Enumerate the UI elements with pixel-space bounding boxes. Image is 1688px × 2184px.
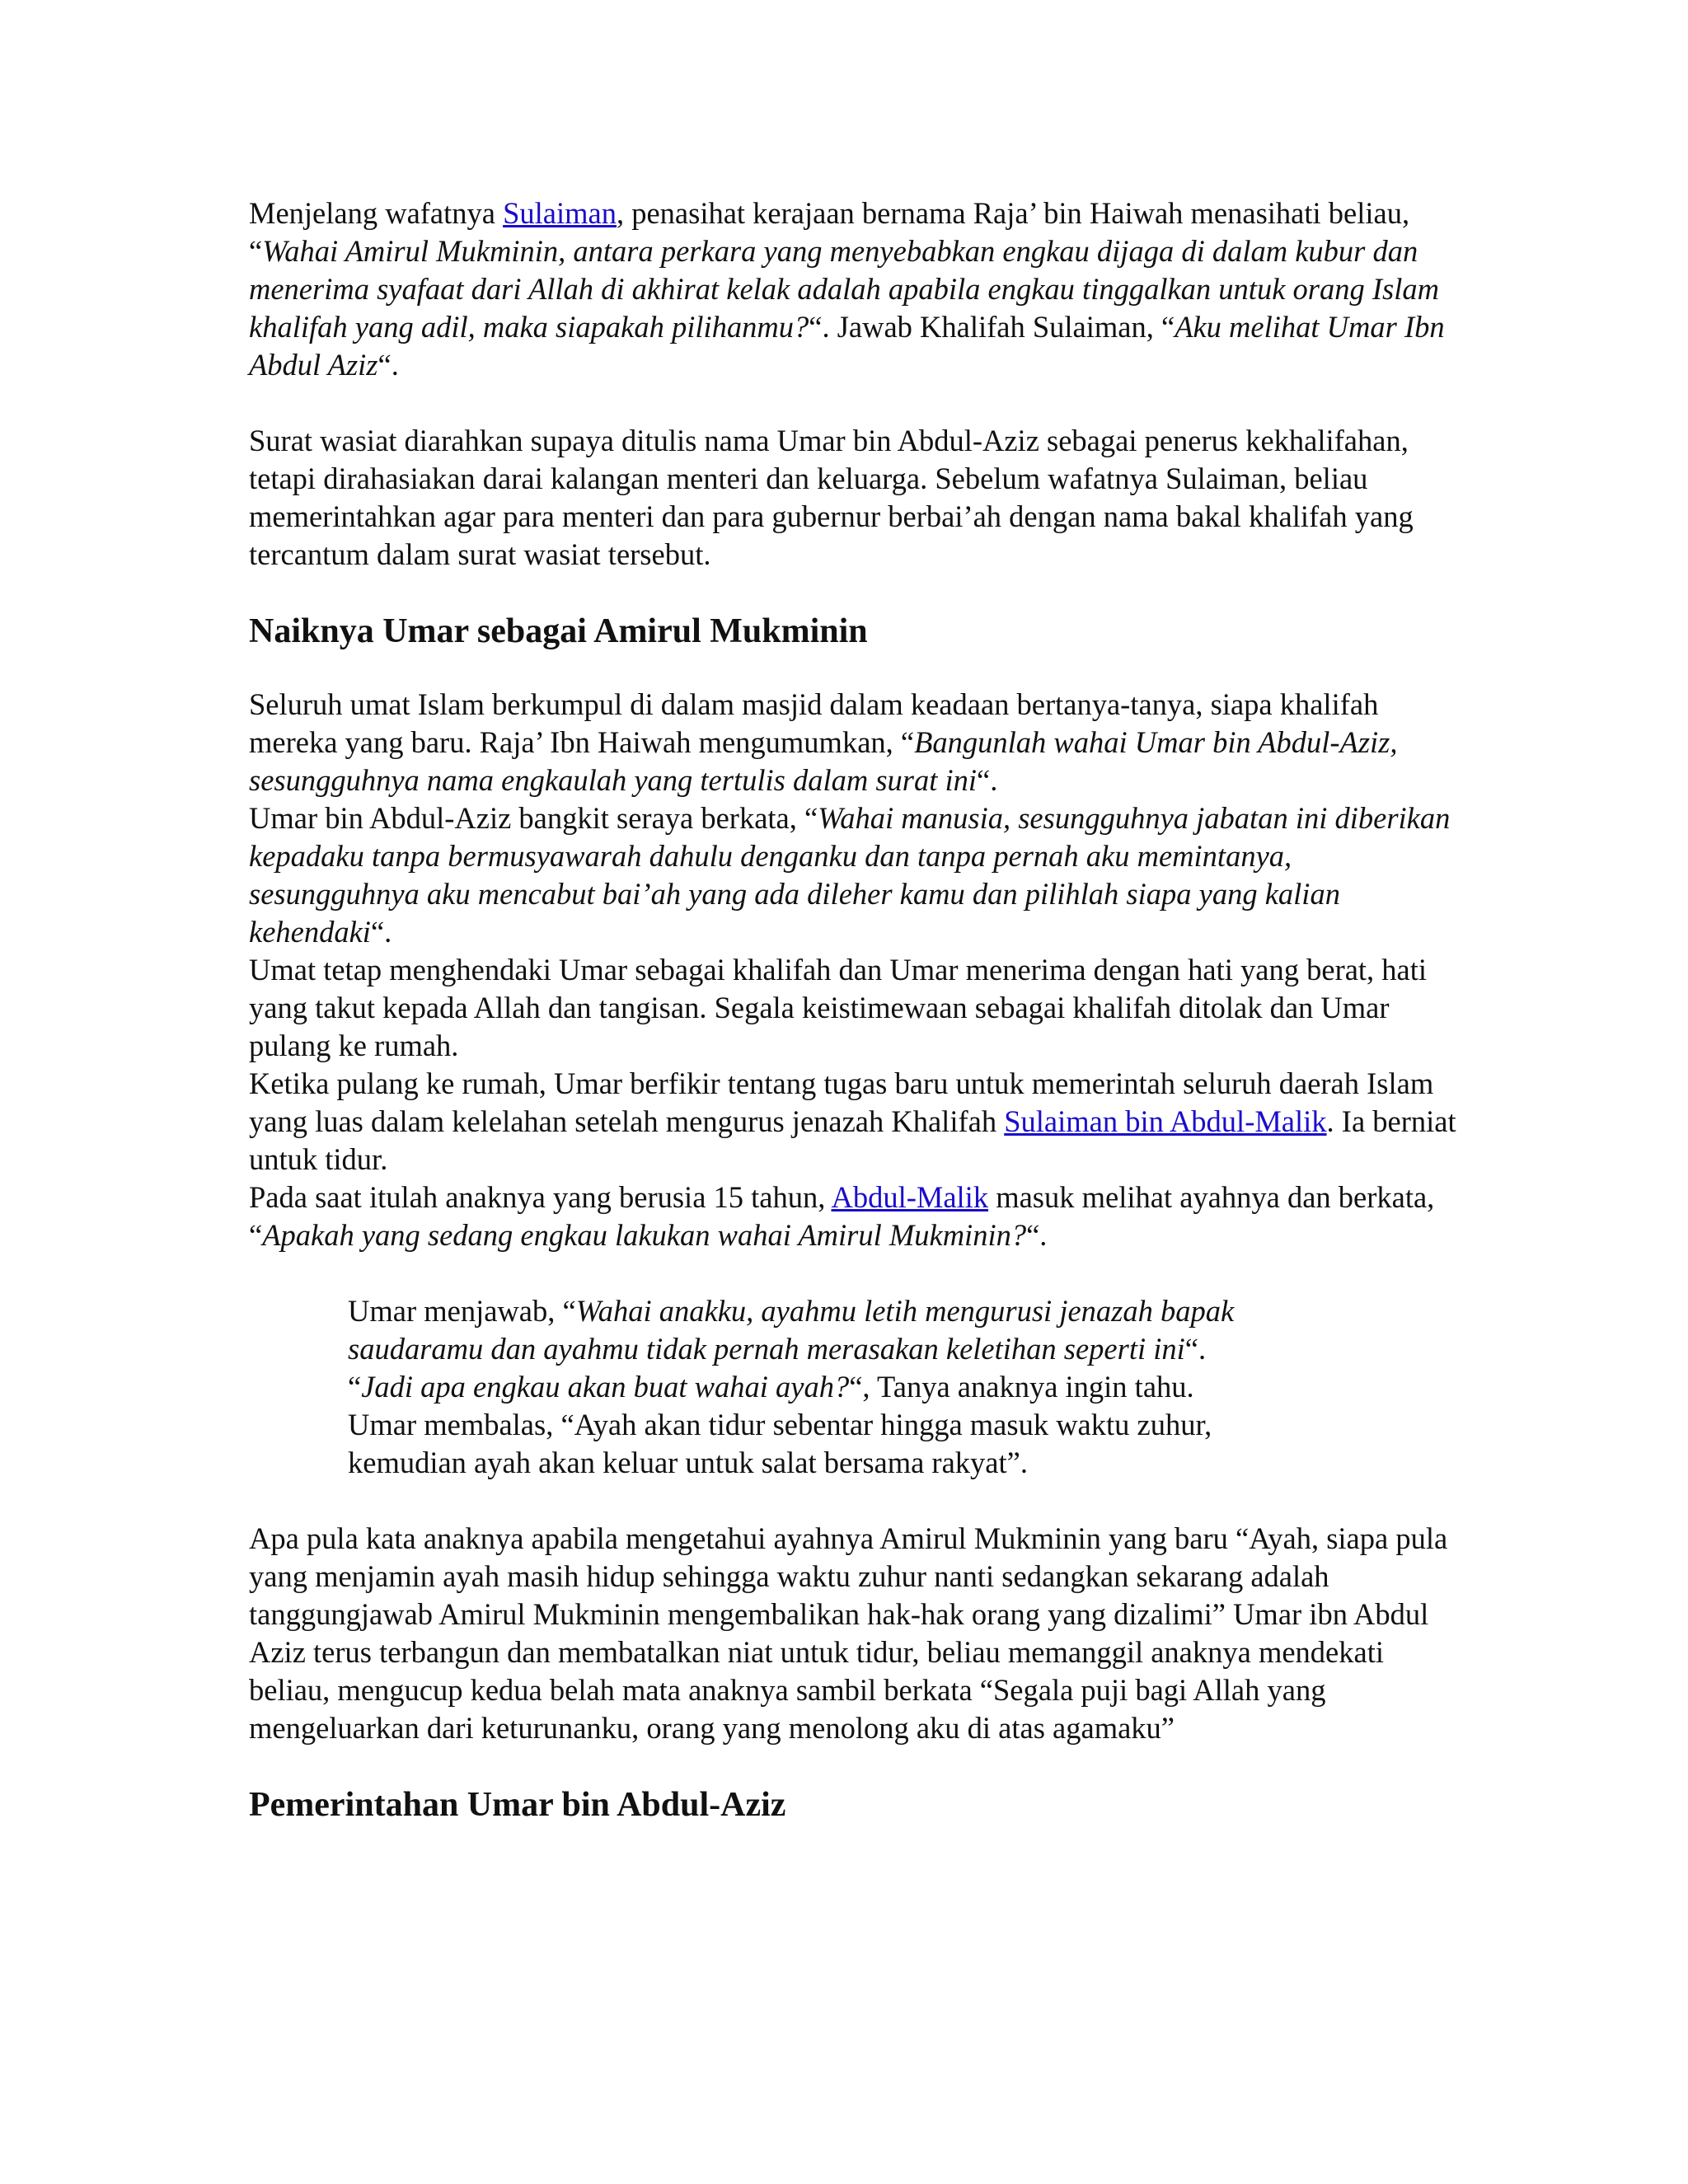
text: “, Tanya anaknya ingin tahu. [849,1370,1194,1404]
text: “. [370,915,392,949]
quote-son-question [348,1368,1320,1406]
heading-naiknya-umar: Naiknya Umar sebagai Amirul Mukminin [249,612,868,650]
paragraph-will-advice [249,194,1461,384]
paragraph-going-home [249,1065,1461,1179]
blockquote-dialogue [348,1292,1320,1482]
quote-umar-answer [348,1292,1320,1368]
quote-italic: Wahai Amirul Mukminin, antara perkara yang menyebabkan engkau dijaga di dalam kubur dan menerima syafaat dari Allah di akhirat kelak adalah apabila engkau tinggalkan untuk orang Islam khalifah yang adil, maka siapakah pilihanmu? [249,234,1439,344]
text: Seluruh umat Islam berkumpul di dalam masjid dalam keadaan bertanya-tanya, siapa khalifah mereka yang baru. Raja’ Ibn Haiwah mengumumkan, “ [249,687,1379,759]
paragraph-will-letter: Surat wasiat diarahkan supaya ditulis nama Umar bin Abdul-Aziz sebagai penerus kekhalifahan, tetapi dirahasiakan darai kalangan menteri dan keluarga. Sebelum wafatnya Sulaiman, beliau memerintahkan agar para menteri dan para gubernur berbai’ah dengan nama bakal khalifah yang tercantum dalam surat wasiat tersebut. [249,424,1414,571]
link-sulaiman-bin-abdul-malik[interactable]: Sulaiman bin Abdul-Malik [1004,1104,1327,1138]
quote-italic: Apakah yang sedang engkau lakukan wahai Amirul Mukminin? [262,1218,1027,1252]
document-page [249,194,1461,1859]
quote-umar-reply: Umar membalas, “Ayah akan tidur sebentar hingga masuk waktu zuhur, kemudian ayah akan keluar untuk salat bersama rakyat”. [348,1408,1212,1479]
paragraph-son-visit [249,1179,1461,1254]
paragraph-gathering [249,686,1461,799]
text: . Ia berniat untuk tidur. [249,1104,1456,1176]
quote-italic: Aku melihat Umar Ibn Abdul Aziz [249,310,1445,382]
text: Pada saat itulah anaknya yang berusia 15 tahun, [249,1180,832,1214]
text: “. [977,763,998,797]
quote-italic: Wahai manusia, sesungguhnya jabatan ini diberikan kepadaku tanpa bermusyawarah dahulu denganku dan tanpa pernah aku memintanya, sesungguhnya aku mencabut bai’ah yang ada dileher kamu dan pilihlah siapa yang kalian kehendaki [249,801,1451,949]
text: “. Jawab Khalifah Sulaiman, “ [809,310,1175,344]
text: Umar bin Abdul-Aziz bangkit seraya berkata, “ [249,801,818,835]
quote-italic: Wahai anakku, ayahmu letih mengurusi jenazah bapak saudaramu dan ayahmu tidak pernah merasakan keletihan seperti ini [348,1294,1235,1366]
text: masuk melihat ayahnya dan berkata, “ [249,1180,1435,1252]
text: “. [1026,1218,1048,1252]
paragraph-son-reminder: Apa pula kata anaknya apabila mengetahui ayahnya Amirul Mukminin yang baru “Ayah, siapa pula yang menjamin ayah masih hidup sehingga waktu zuhur nanti sedangkan sekarang adalah tanggungjawab Amirul Mukminin mengembalikan hak-hak orang yang dizalimi” Umar ibn Abdul Aziz terus terbangun dan membatalkan niat untuk tidur, beliau memanggil anaknya mendekati beliau, mengucup kedua belah mata anaknya sambil berkata “Segala puji bagi Allah yang mengeluarkan dari keturunanku, orang yang menolong aku di atas agamaku” [249,1521,1448,1745]
text: “. [377,348,399,382]
text: “ [348,1370,362,1404]
text: “. [1184,1332,1207,1366]
text: Menjelang wafatnya [249,196,504,230]
paragraph-umar-speech [249,799,1461,951]
paragraph-umat-accept: Umat tetap menghendaki Umar sebagai khalifah dan Umar menerima dengan hati yang berat, hati yang takut kepada Allah dan tangisan. Segala keistimewaan sebagai khalifah ditolak dan Umar pulang ke rumah. [249,953,1428,1062]
text: Ketika pulang ke rumah, Umar berfikir tentang tugas baru untuk memerintah seluruh daerah Islam yang luas dalam kelelahan setelah mengurus jenazah Khalifah [249,1066,1434,1138]
quote-italic: Bangunlah wahai Umar bin Abdul-Aziz, sesungguhnya nama engkaulah yang tertulis dalam surat ini [249,725,1398,797]
heading-pemerintahan: Pemerintahan Umar bin Abdul-Aziz [249,1786,786,1824]
text: Umar menjawab, “ [348,1294,576,1328]
link-sulaiman[interactable]: Sulaiman [503,196,617,230]
text: , penasihat kerajaan bernama Raja’ bin Haiwah menasihati beliau, “ [249,196,1410,268]
link-abdul-malik[interactable]: Abdul-Malik [831,1180,989,1214]
quote-italic: Jadi apa engkau akan buat wahai ayah? [361,1370,850,1404]
